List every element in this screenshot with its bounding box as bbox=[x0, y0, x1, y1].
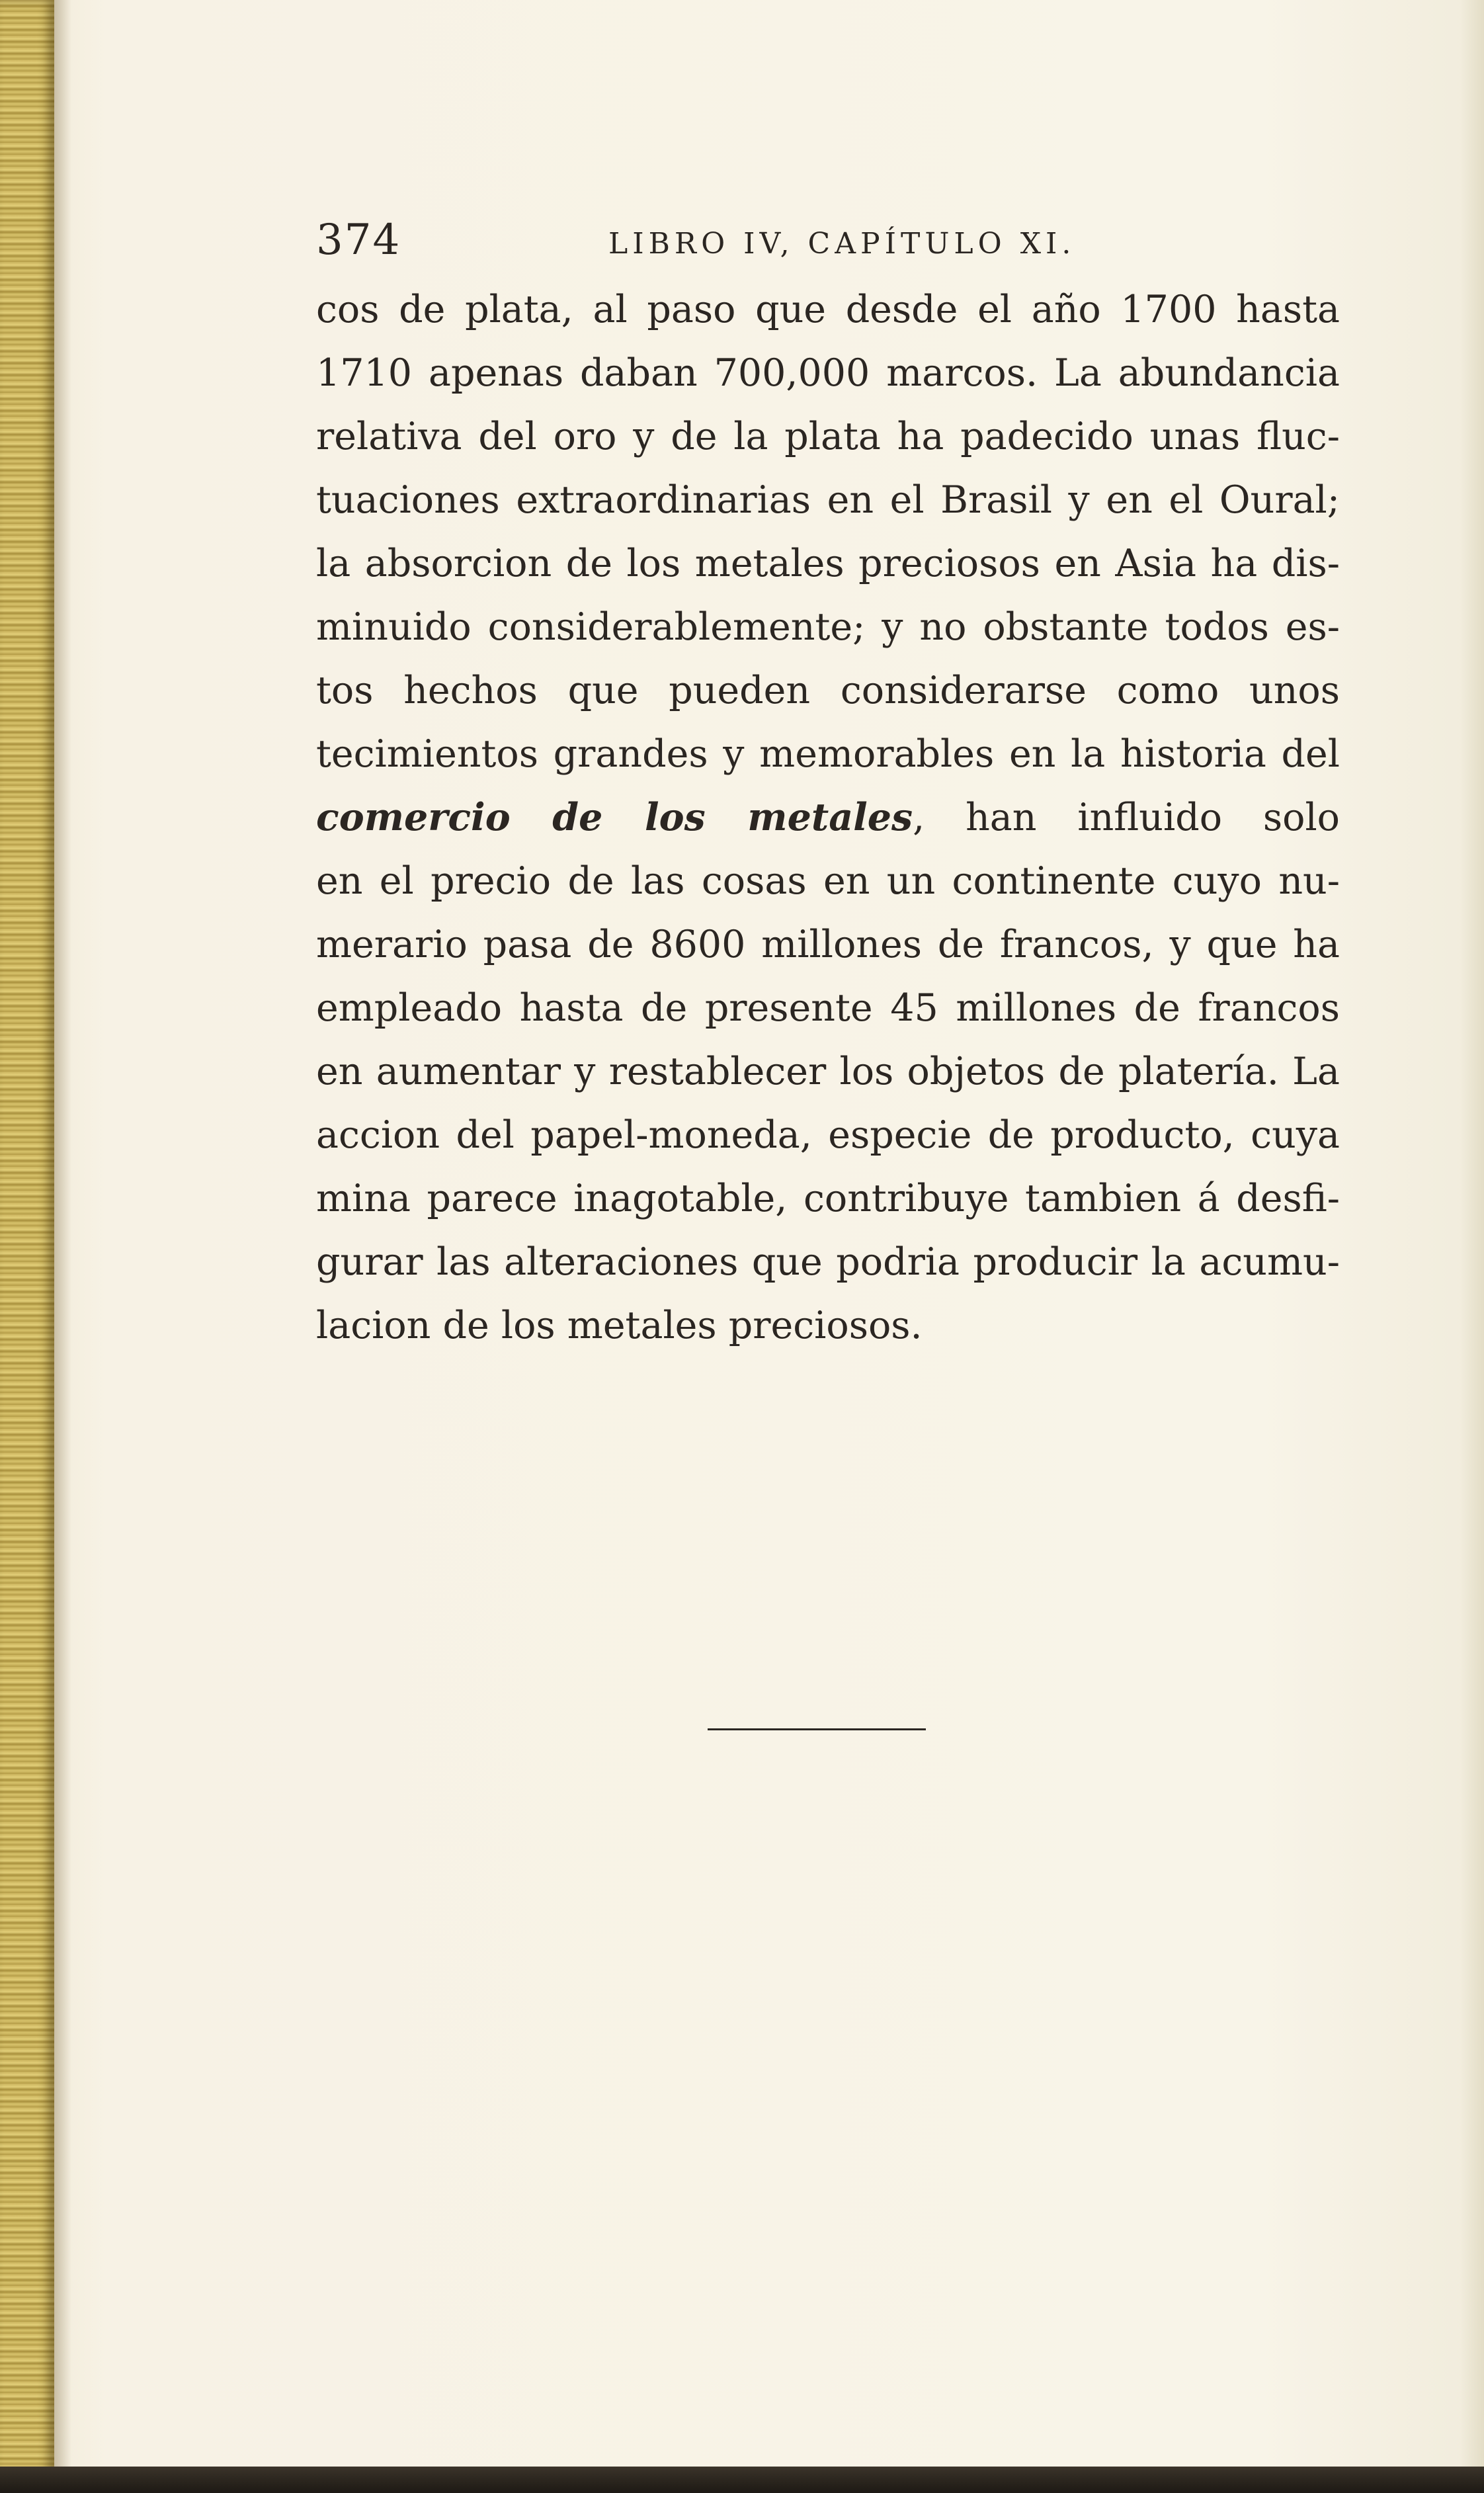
text-line-last: lacion de los metales preciosos. bbox=[316, 1304, 923, 1347]
binding-shadow bbox=[54, 0, 71, 2493]
text-line: cos de plata, al paso que desde el año 1700 hasta bbox=[316, 288, 1340, 331]
text-line-rest: , han influido solo bbox=[913, 796, 1340, 839]
page-header bbox=[316, 210, 1348, 270]
text-line: tuaciones extraordinarias en el Brasil y en el Oural; bbox=[316, 478, 1340, 522]
text-line-with-emphasis bbox=[316, 786, 1340, 849]
text-line: tecimientos grandes y memorables en la historia del bbox=[316, 732, 1340, 776]
end-of-chapter-rule bbox=[708, 1728, 926, 1730]
text-line: tos hechos que pueden considerarse como unos bbox=[316, 669, 1340, 712]
text-line: gurar las alteraciones que podria producir la acumu- bbox=[316, 1240, 1340, 1284]
text-line: minuido considerablemente; y no obstante todos es- bbox=[316, 605, 1340, 649]
emphasized-phrase: comercio de los metales bbox=[316, 795, 913, 839]
text-line: la absorcion de los metales preciosos en Asia ha dis- bbox=[316, 542, 1340, 585]
body-text bbox=[316, 278, 1340, 1357]
page-number: 374 bbox=[316, 216, 401, 265]
right-page-edge bbox=[1460, 0, 1484, 2493]
text-line: relativa del oro y de la plata ha padecido unas fluc- bbox=[316, 415, 1340, 458]
running-head: LIBRO IV, CAPÍTULO XI. bbox=[608, 227, 1076, 261]
text-line: empleado hasta de presente 45 millones de francos bbox=[316, 986, 1340, 1030]
scan-bottom-edge bbox=[0, 2467, 1484, 2493]
text-line: mina parece inagotable, contribuye tambien á desfi- bbox=[316, 1177, 1340, 1220]
text-line: en aumentar y restablecer los objetos de platería. La bbox=[316, 1050, 1340, 1093]
gilt-page-edge bbox=[0, 0, 54, 2493]
text-line: 1710 apenas daban 700,000 marcos. La abundancia bbox=[316, 351, 1340, 395]
text-line: en el precio de las cosas en un continente cuyo nu- bbox=[316, 859, 1340, 903]
text-line: merario pasa de 8600 millones de francos, y que ha bbox=[316, 923, 1340, 966]
text-line: accion del papel-moneda, especie de producto, cuya bbox=[316, 1113, 1340, 1157]
